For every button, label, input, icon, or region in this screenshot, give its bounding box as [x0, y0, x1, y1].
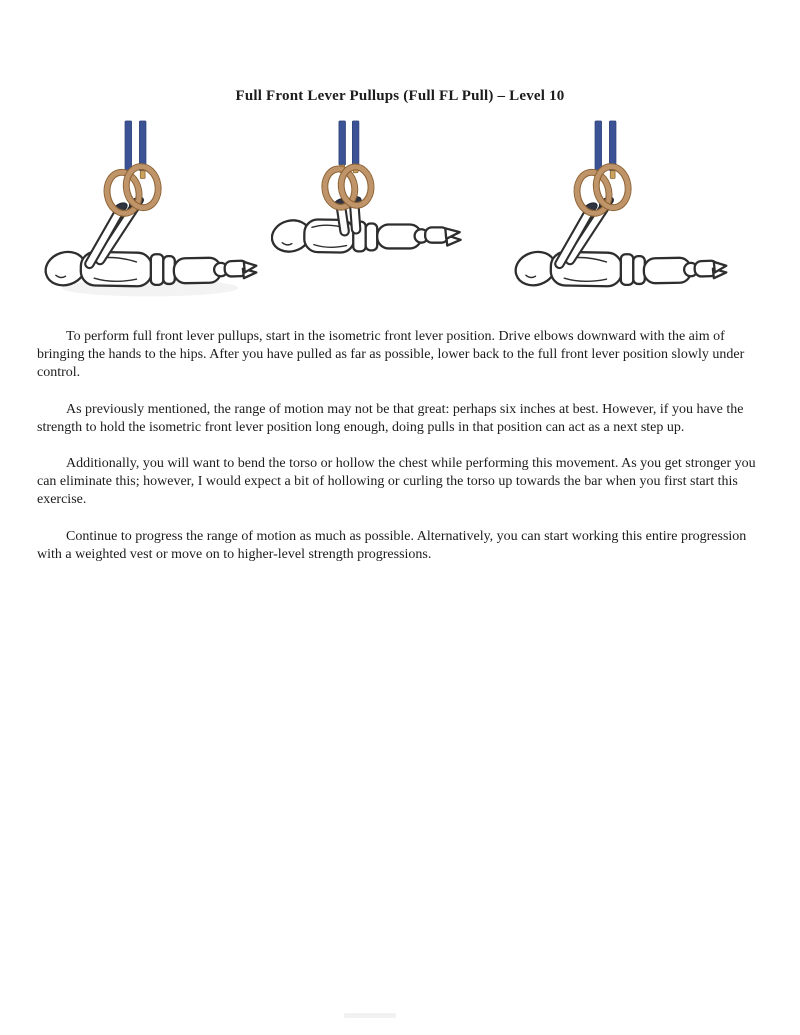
illustration-row	[36, 119, 728, 306]
illustration-front-lever-pull-top	[271, 119, 493, 306]
page-title: Full Front Lever Pullups (Full FL Pull) – Level 10	[235, 88, 565, 104]
body-text	[37, 328, 762, 564]
faded-page-number-remnant	[344, 1013, 396, 1018]
paragraph-4: Continue to progress the range of motion as much as possible. Alternatively, you can start working this entire progression with a weighted vest or move on to higher-level strength progressions.	[37, 528, 747, 562]
illustration-front-lever-start	[36, 119, 258, 306]
illustration-front-lever-return	[506, 119, 728, 306]
paragraph-1: To perform full front lever pullups, start in the isometric front lever position. Drive elbows downward with the aim of bringing the hands to the hips. After you have pulled as far as possible, lower back to the full front lever position slowly under control.	[37, 329, 745, 381]
paragraph-2: As previously mentioned, the range of motion may not be that great: perhaps six inches at best. However, if you have the strength to hold the isometric front lever position long enough, doing pulls in that position can act as a next step up.	[37, 401, 744, 435]
paragraph-3: Additionally, you will want to bend the torso or hollow the chest while performing this movement. As you get stronger you can eliminate this; however, I would expect a bit of hollowing or curling the torso up towards the bar when you first start this exercise.	[37, 456, 756, 508]
